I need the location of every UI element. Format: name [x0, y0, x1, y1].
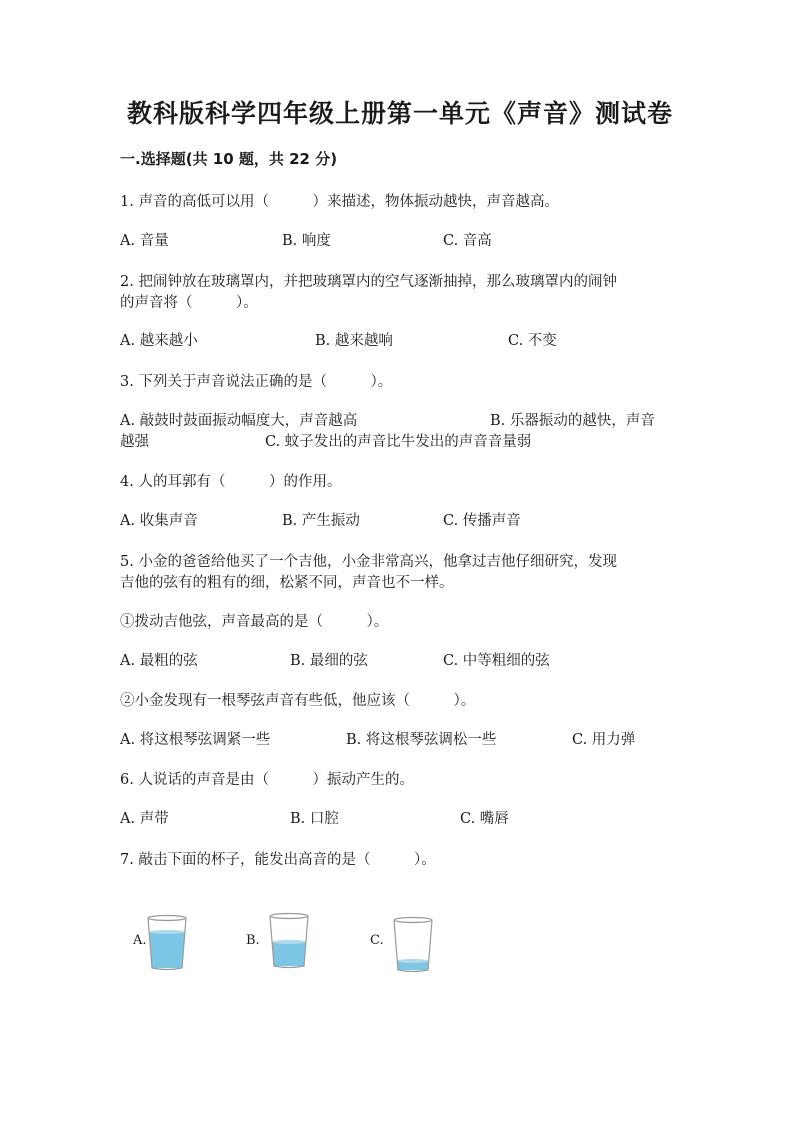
q2-option-b: B. 越来越响 [315, 333, 393, 349]
q1-option-b: B. 响度 [282, 233, 331, 249]
q1-stem: 1. 声音的高低可以用（ ）来描述，物体振动越快，声音越高。 [120, 194, 559, 210]
q5-stem-line1: 5. 小金的爸爸给他买了一个吉他，小金非常高兴，他拿过吉他仔细研究，发现 [120, 554, 617, 570]
q3-option-b-continued: 越强 [120, 434, 149, 450]
q4-option-a: A. 收集声音 [120, 513, 198, 529]
q5-sub2-option-c: C. 用力弹 [572, 732, 636, 748]
q2-option-a: A. 越来越小 [120, 333, 198, 349]
cup-label-c: C. [370, 933, 384, 948]
cup-b-image [268, 912, 310, 970]
q4-option-b: B. 产生振动 [282, 513, 360, 529]
q2-stem-line2: 的声音将（ ）。 [120, 295, 258, 311]
q3-stem: 3. 下列关于声音说法正确的是（ ）。 [120, 374, 393, 390]
q5-sub1-option-b: B. 最细的弦 [290, 653, 368, 669]
q4-option-c: C. 传播声音 [443, 513, 521, 529]
q5-sub1-stem: ①拨动吉他弦，声音最高的是（ ）。 [120, 614, 389, 630]
q1-option-a: A. 音量 [120, 233, 169, 249]
cup-c-image [392, 916, 434, 974]
glass-rim [394, 918, 432, 923]
q5-sub2-option-a: A. 将这根琴弦调紧一些 [120, 732, 271, 748]
q3-option-c: C. 蚊子发出的声音比牛发出的声音音量弱 [265, 434, 532, 450]
q1-option-c: C. 音高 [443, 233, 492, 249]
water-surface [397, 959, 428, 963]
cup-a-image [146, 914, 188, 972]
water-fill [272, 942, 306, 966]
q2-option-c: C. 不变 [508, 333, 557, 349]
section-heading: 一.选择题(共 10 题，共 22 分) [120, 150, 338, 168]
q6-option-c: C. 嘴唇 [460, 811, 509, 827]
q5-sub2-stem: ②小金发现有一根琴弦声音有些低，他应该（ ）。 [120, 693, 476, 709]
water-fill [149, 932, 185, 968]
glass-rim [148, 916, 186, 921]
q6-option-a: A. 声带 [120, 811, 169, 827]
cup-b [270, 914, 308, 968]
q5-stem-line2: 吉他的弦有的粗有的细，松紧不同，声音也不一样。 [120, 575, 454, 591]
q4-stem: 4. 人的耳郭有（ ）的作用。 [120, 474, 342, 490]
q6-option-b: B. 口腔 [290, 811, 339, 827]
q5-sub2-option-b: B. 将这根琴弦调松一些 [346, 732, 497, 748]
q7-stem: 7. 敲击下面的杯子，能发出高音的是（ ）。 [120, 852, 436, 868]
water-surface [149, 930, 185, 934]
cup-label-b: B. [246, 933, 260, 948]
q3-option-b: B. 乐器振动的越快，声音 [490, 413, 655, 429]
page-title: 教科版科学四年级上册第一单元《声音》测试卷 [126, 99, 673, 128]
q6-stem: 6. 人说话的声音是由（ ）振动产生的。 [120, 772, 414, 788]
q3-option-a: A. 敲鼓时鼓面振动幅度大，声音越高 [120, 413, 358, 429]
water-surface [272, 940, 306, 944]
cup-a [148, 916, 186, 970]
cup-c [394, 918, 432, 972]
q2-stem-line1: 2. 把闹钟放在玻璃罩内，并把玻璃罩内的空气逐渐抽掉，那么玻璃罩内的闹钟 [120, 274, 617, 290]
cup-label-a: A. [133, 933, 147, 948]
q5-sub1-option-c: C. 中等粗细的弦 [443, 653, 550, 669]
q5-sub1-option-a: A. 最粗的弦 [120, 653, 198, 669]
glass-rim [270, 914, 308, 919]
